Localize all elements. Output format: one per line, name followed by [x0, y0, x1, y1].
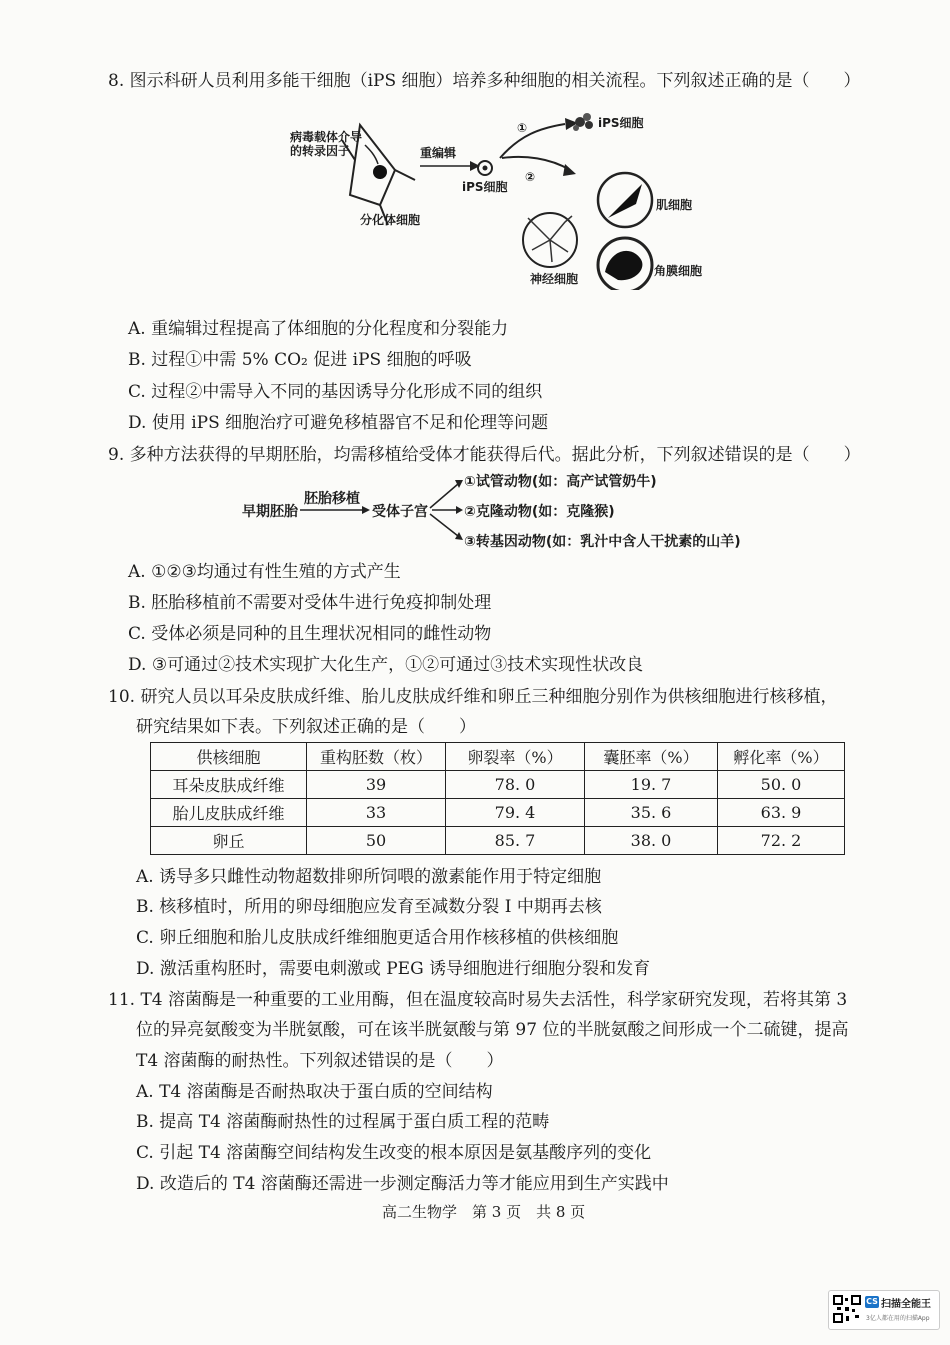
table-cell: 38. 0 — [585, 827, 718, 855]
table-cell: 79. 4 — [446, 799, 585, 827]
q9-flow-arrow-label: 胚胎移植 — [304, 491, 360, 507]
table-header: 供核细胞 — [151, 743, 307, 771]
scanner-app-name: 扫描全能王 — [881, 1299, 931, 1310]
q8-vector-label-1: 病毒载体介导 — [290, 130, 363, 144]
table-row — [151, 771, 845, 799]
q10-table — [150, 742, 845, 855]
table-cell: 39 — [307, 771, 446, 799]
q11-stem-line1: 11. T4 溶菌酶是一种重要的工业用酶，但在温度较高时易失去活性，科学家研究发现，若将其第 3 — [108, 990, 848, 1010]
q8-nerve-label: 神经细胞 — [530, 272, 579, 286]
q9-flow-start: 早期胚胎 — [242, 504, 298, 520]
q8-stem: 8. 图示科研人员利用多能干细胞（iPS 细胞）培养多种细胞的相关流程。下列叙述正确的是（ ） — [108, 71, 861, 91]
q9-flow-out2: ②克隆动物(如：克隆猴) — [464, 504, 615, 520]
table-cell: 19. 7 — [585, 771, 718, 799]
q8-option-d: D. 使用 iPS 细胞治疗可避免移植器官不足和伦理等问题 — [128, 413, 549, 433]
q8-diff-cell-label: 分化体细胞 — [360, 213, 421, 227]
q8-cornea-label: 角膜细胞 — [654, 264, 703, 278]
q10-stem-line1: 10. 研究人员以耳朵皮肤成纤维、胎儿皮肤成纤维和卵丘三种细胞分别作为供核细胞进行核移植， — [108, 687, 838, 707]
q8-option-c: C. 过程②中需导入不同的基因诱导分化形成不同的组织 — [128, 382, 543, 402]
cs-logo-icon: CS — [866, 1297, 878, 1306]
q8-step1: ① — [517, 121, 528, 135]
table-header-row — [151, 743, 845, 771]
q10-stem-line2: 研究结果如下表。下列叙述正确的是（ ） — [136, 717, 476, 737]
table-row — [151, 827, 845, 855]
q8-ips-label: iPS细胞 — [462, 180, 508, 194]
q9-flow-out1: ①试管动物(如：高产试管奶牛) — [464, 474, 657, 490]
scanner-tagline: 3亿人都在用的扫描App — [866, 1315, 930, 1322]
qr-code-icon — [833, 1295, 861, 1323]
scanner-watermark — [828, 1290, 940, 1330]
q10-option-b: B. 核移植时，所用的卵母细胞应发育至减数分裂 I 中期再去核 — [136, 897, 602, 917]
q8-ips-top-label: iPS细胞 — [598, 116, 644, 130]
table-cell: 50 — [307, 827, 446, 855]
table-header: 孵化率（%） — [718, 743, 845, 771]
table-row — [151, 799, 845, 827]
page-footer: 高二生物学 第 3 页 共 8 页 — [382, 1203, 586, 1221]
table-header: 囊胚率（%） — [585, 743, 718, 771]
table-cell: 72. 2 — [718, 827, 845, 855]
q10-option-d: D. 激活重构胚时，需要电刺激或 PEG 诱导细胞进行细胞分裂和发育 — [136, 959, 651, 979]
q9-flow-middle: 受体子宫 — [372, 504, 428, 520]
q10-option-c: C. 卵丘细胞和胎儿皮肤成纤维细胞更适合用作核移植的供核细胞 — [136, 928, 619, 948]
q9-option-d: D. ③可通过②技术实现扩大化生产，①②可通过③技术实现性状改良 — [128, 655, 644, 675]
q8-option-a: A. 重编辑过程提高了体细胞的分化程度和分裂能力 — [128, 319, 509, 339]
q9-option-b: B. 胚胎移植前不需要对受体牛进行免疫抑制处理 — [128, 593, 492, 613]
q11-stem-line2: 位的异亮氨酸变为半胱氨酸，可在该半胱氨酸与第 97 位的半胱氨酸之间形成一个二硫键，提高 — [136, 1020, 849, 1040]
q11-option-c: C. 引起 T4 溶菌酶空间结构发生改变的根本原因是氨基酸序列的变化 — [136, 1143, 652, 1163]
q11-option-a: A. T4 溶菌酶是否耐热取决于蛋白质的空间结构 — [136, 1082, 493, 1102]
q8-option-b: B. 过程①中需 5% CO₂ 促进 iPS 细胞的呼吸 — [128, 350, 472, 370]
q9-option-a: A. ①②③均通过有性生殖的方式产生 — [128, 562, 401, 582]
q8-muscle-label: 肌细胞 — [656, 198, 693, 212]
q11-stem-line3: T4 溶菌酶的耐热性。下列叙述错误的是（ ） — [136, 1051, 504, 1071]
table-cell: 35. 6 — [585, 799, 718, 827]
q9-stem: 9. 多种方法获得的早期胚胎，均需移植给受体才能获得后代。据此分析，下列叙述错误的是（ ） — [108, 445, 861, 465]
table-header: 重构胚数（枚） — [307, 743, 446, 771]
q10-option-a: A. 诱导多只雌性动物超数排卵所饲喂的激素能作用于特定细胞 — [136, 867, 602, 887]
table-cell: 63. 9 — [718, 799, 845, 827]
table-cell: 78. 0 — [446, 771, 585, 799]
q9-flow-out3: ③转基因动物(如：乳汁中含人干扰素的山羊) — [464, 534, 741, 550]
table-cell: 85. 7 — [446, 827, 585, 855]
table-cell: 卵丘 — [151, 827, 307, 855]
q9-option-c: C. 受体必须是同种的且生理状况相同的雌性动物 — [128, 624, 492, 644]
q8-step2: ② — [525, 170, 536, 184]
table-cell: 33 — [307, 799, 446, 827]
q8-reprogram-label: 重编辑 — [420, 146, 457, 160]
table-cell: 耳朵皮肤成纤维 — [151, 771, 307, 799]
table-cell: 胎儿皮肤成纤维 — [151, 799, 307, 827]
table-header: 卵裂率（%） — [446, 743, 585, 771]
q11-option-b: B. 提高 T4 溶菌酶耐热性的过程属于蛋白质工程的范畴 — [136, 1112, 550, 1132]
q8-vector-label-2: 的转录因子 — [290, 144, 351, 158]
table-cell: 50. 0 — [718, 771, 845, 799]
q11-option-d: D. 改造后的 T4 溶菌酶还需进一步测定酶活力等才能应用到生产实践中 — [136, 1174, 669, 1194]
